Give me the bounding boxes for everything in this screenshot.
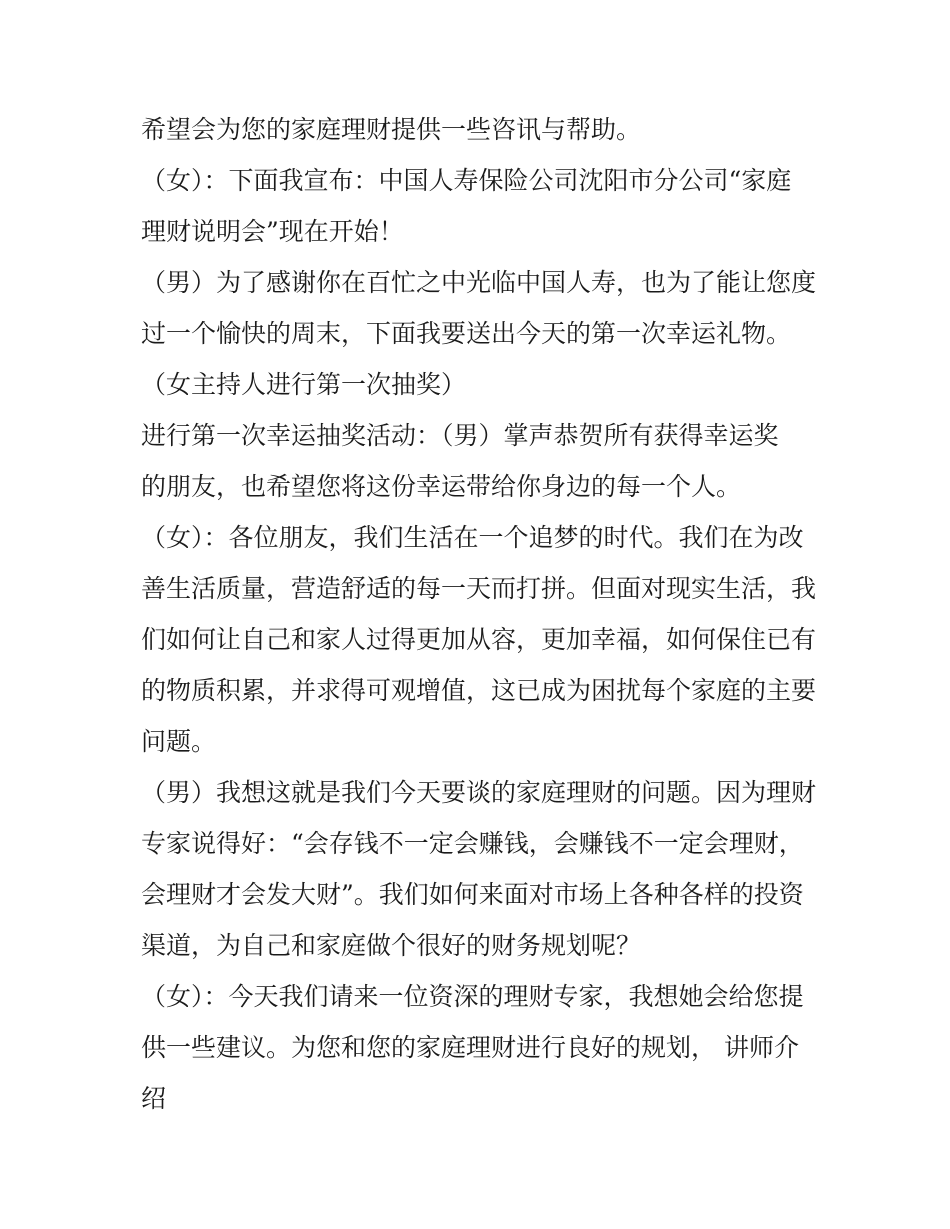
text-line: （女）：各位朋友，我们生活在一个追梦的时代。我们在为改 <box>141 523 804 552</box>
text-line: 绍 <box>141 1084 167 1113</box>
document-body <box>141 104 817 1124</box>
text-line: 的物质积累，并求得可观增值，这已成为困扰每个家庭的主要 <box>141 676 817 705</box>
text-line: （男）为了感谢你在百忙之中光临中国人寿，也为了能让您度 <box>141 268 817 297</box>
text-line: 过一个愉快的周末，下面我要送出今天的第一次幸运礼物。 <box>141 319 792 348</box>
text-line: （女）：今天我们请来一位资深的理财专家，我想她会给您提 <box>141 982 804 1011</box>
text-line: 供一些建议。为您和您的家庭理财进行良好的规划， 讲师介 <box>141 1033 799 1062</box>
text-line: （女主持人进行第一次抽奖） <box>141 370 467 399</box>
text-line: 问题。 <box>141 727 217 756</box>
text-line: （男）我想这就是我们今天要谈的家庭理财的问题。因为理财 <box>141 778 817 807</box>
text-line: 会理财才会发大财”。我们如何来面对市场上各种各样的投资 <box>141 880 804 909</box>
text-line: 渠道，为自己和家庭做个很好的财务规划呢？ <box>141 931 642 960</box>
text-line: 善生活质量，营造舒适的每一天而打拼。但面对现实生活，我 <box>141 574 817 603</box>
text-line: 们如何让自己和家人过得更加从容，更加幸福，如何保住已有 <box>141 625 817 654</box>
text-line: 理财说明会”现在开始！ <box>141 217 404 246</box>
text-line: （女）：下面我宣布：中国人寿保险公司沈阳市分公司“家庭 <box>141 166 792 195</box>
text-line: 专家说得好：“会存钱不一定会赚钱，会赚钱不一定会理财， <box>141 829 804 858</box>
text-line: 的朋友，也希望您将这份幸运带给你身边的每一个人。 <box>141 472 742 501</box>
text-line: 进行第一次幸运抽奖活动：（男）掌声恭贺所有获得幸运奖 <box>141 421 779 450</box>
text-line: 希望会为您的家庭理财提供一些咨讯与帮助。 <box>141 115 642 144</box>
